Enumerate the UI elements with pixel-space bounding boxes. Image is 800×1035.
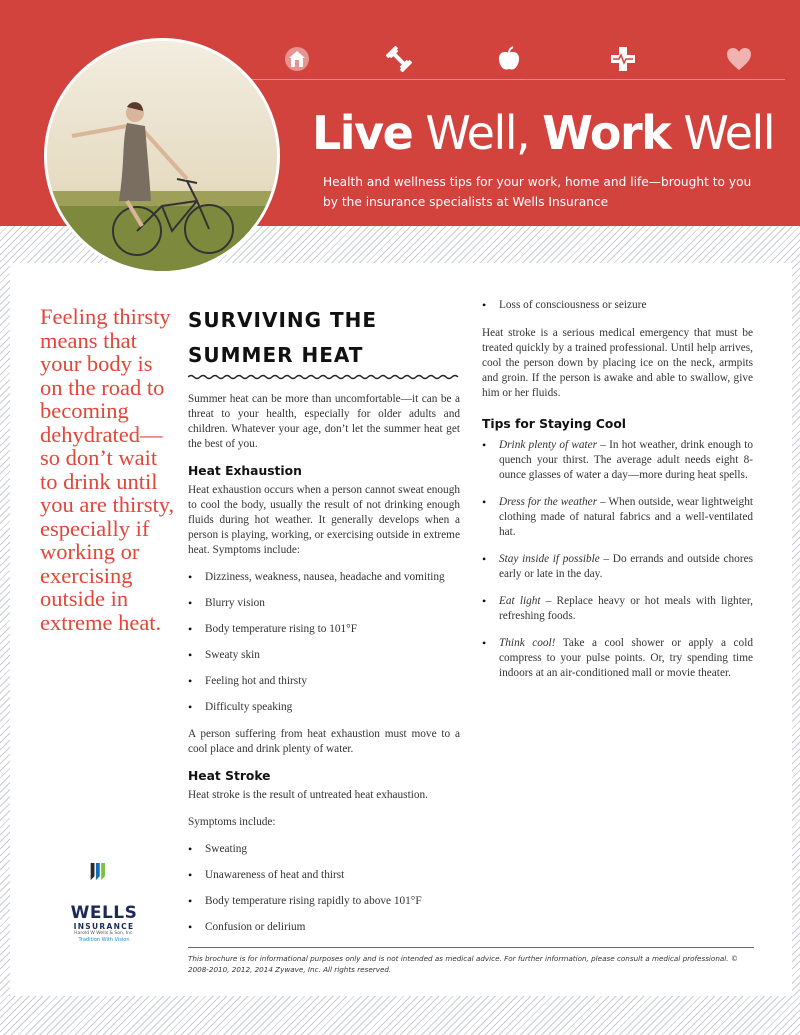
article-title-line-2: SUMMER HEAT [188, 343, 364, 367]
heat-exhaustion-symptoms [188, 570, 460, 715]
list-item [482, 438, 753, 483]
tip-text: – Do errands and outside chores early or late in the day. [499, 553, 753, 580]
tip-lead: Drink plenty of water [499, 439, 598, 451]
dumbbell-icon [384, 44, 414, 74]
medical-cross-icon [608, 44, 638, 74]
list-item: • Body temperature rising rapidly to above 101°F [188, 894, 460, 909]
tip-lead: Stay inside if possible [499, 553, 600, 565]
title-bold-live: Live [312, 106, 413, 160]
list-item: • Body temperature rising to 101°F [188, 622, 460, 637]
list-item: • Dizziness, weakness, nausea, headache and vomiting [188, 570, 460, 585]
list-item: • Sweating [188, 842, 460, 857]
footer-disclaimer: This brochure is for informational purposes only and is not intended as medical advice. For further information, please consult a medical professional. © 2008-2010, 2012, 2014 Zywave, Inc. All rights reserved. [188, 954, 739, 974]
apple-icon [494, 44, 524, 74]
tip-text: – Replace heavy or hot meals with lighter, refreshing foods. [499, 595, 753, 622]
tip-text: – In hot weather, drink enough to quench your thirst. The average adult needs eight 8-ounce glasses of water a day—more during heat spells. [499, 439, 754, 481]
article-column-1 [188, 305, 460, 947]
logo-tagline: Tradition With Vision [78, 937, 130, 943]
tip-text: – When outside, wear lightweight clothing made of natural fabrics and a well-ventilated hat. [499, 496, 753, 538]
list-item [482, 594, 753, 624]
sidebar-pull-quote: Feeling thirsty means that your body is on the road to becoming dehydrated—so don’t wait to drink until you are thirsty, especially if working or exercising outside in extreme heat. [40, 304, 175, 635]
heat-exhaustion-body: Heat exhaustion occurs when a person cannot sweat enough to cool the body, usually the result of not drinking enough fluids during hot weather. It generally develops when a person is playing, working, or exercising outside in extreme heat. Symptoms include: [188, 484, 460, 556]
list-item: • Unawareness of heat and thirst [188, 868, 460, 883]
tips-list [482, 438, 753, 681]
cyclist-photo [44, 38, 280, 274]
footer-divider [188, 947, 754, 948]
hatch-band-bottom [0, 996, 800, 1035]
tip-lead: Think cool! [499, 637, 556, 649]
page-title [312, 106, 774, 160]
tip-text: Take a cool shower or apply a cold compress to your pulse points. Or, try spending time indoors at an air-conditioned mall or movie theater. [499, 637, 753, 679]
list-item: • Difficulty speaking [188, 700, 460, 715]
list-item: • Loss of consciousness or seizure [482, 298, 753, 313]
woman-on-bicycle-image [47, 41, 280, 274]
list-item: • Blurry vision [188, 596, 460, 611]
title-light-well: Well, [412, 106, 543, 160]
heart-icon [724, 44, 754, 74]
heat-stroke-symptoms [188, 842, 460, 935]
article-title-line-1: SURVIVING THE [188, 308, 378, 332]
list-item [482, 495, 753, 540]
logo-subtitle: INSURANCE [73, 922, 135, 931]
title-light-well-2: Well [670, 106, 775, 160]
intro-paragraph: Summer heat can be more than uncomfortable—it can be a threat to your health, especially for older adults and children. Whatever your age, don’t let the summer heat get the best of you. [188, 393, 460, 450]
hatch-band-right [792, 226, 800, 1035]
heat-stroke-body: Heat stroke is the result of untreated heat exhaustion. [188, 789, 428, 801]
list-item [482, 636, 753, 681]
wells-insurance-logo-mark [64, 862, 144, 902]
logo-wordmark: WELLS [70, 903, 138, 923]
hatch-band-left [0, 226, 10, 1035]
header-subtitle: Health and wellness tips for your work, home and life—brought to you by the insurance specialists at Wells Insurance [323, 175, 752, 209]
list-item [482, 552, 753, 582]
wavy-underline [188, 374, 460, 380]
icon-row-divider [250, 79, 785, 80]
list-item: • Feeling hot and thirsty [188, 674, 460, 689]
article-column-2 [482, 298, 753, 693]
list-item: • Confusion or delirium [188, 920, 460, 935]
heat-stroke-after: Heat stroke is a serious medical emergency that must be treated quickly by a trained professional. Until help arrives, cool the person down by placing ice on the neck, armpits and groin. If the person is awake and able to swallow, give him or her fluids. [482, 327, 753, 399]
heat-stroke-symptoms-continued [482, 298, 753, 313]
logo-company-line: Harold W Wells & Son, Inc. [74, 931, 134, 936]
house-icon [282, 44, 312, 74]
heat-exhaustion-after: A person suffering from heat exhaustion must move to a cool place and drink plenty of water. [188, 728, 460, 755]
article-title [188, 305, 460, 370]
heat-stroke-heading: Heat Stroke [188, 769, 271, 783]
tip-lead: Dress for the weather [499, 496, 598, 508]
tip-lead: Eat light [499, 595, 541, 607]
title-bold-work: Work [542, 106, 671, 160]
tips-heading: Tips for Staying Cool [482, 417, 627, 431]
list-item: • Sweaty skin [188, 648, 460, 663]
heat-exhaustion-heading: Heat Exhaustion [188, 464, 302, 478]
heat-stroke-symptoms-label: Symptoms include: [188, 816, 276, 828]
